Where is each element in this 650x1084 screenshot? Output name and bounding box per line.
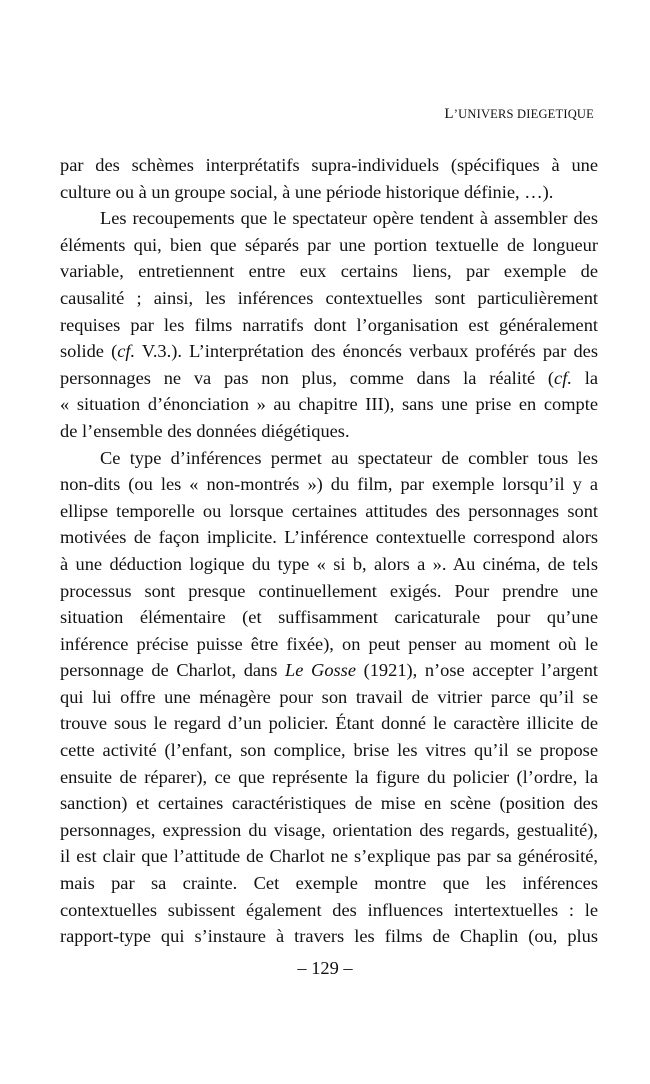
text-line: cette activité (l’enfant, son complice, brise les vitres qu’il se propose — [60, 740, 598, 761]
text-line: ellipse temporelle ou lorsque certaines attitudes des personnages sont — [60, 500, 598, 521]
text-line: personnages, expression du visage, orientation des regards, gestualité), — [60, 819, 598, 840]
text-line: variable, entretiennent entre eux certains liens, par exemple de — [60, 261, 598, 282]
text-segment: personnages ne va pas non plus, comme dans la réalité ( — [60, 367, 555, 388]
text-line: « situation d’énonciation » au chapitre III), sans une prise en compte — [60, 394, 598, 415]
paragraph-start-line: Les recoupements que le spectateur opère tendent à assembler des — [100, 208, 598, 229]
text-line: à une déduction logique du type « si b, alors a ». Au cinéma, de tels — [60, 553, 598, 574]
text-line: processus sont presque continuellement exigés. Pour prendre une — [60, 580, 598, 601]
text-line: requises par les films narratifs dont l’organisation est généralement — [60, 314, 598, 335]
text-line: ensuite de réparer), ce que représente la figure du policier (l’ordre, la — [60, 766, 598, 787]
text-line: qui lui offre une ménagère pour son travail de vitrier parce qu’il se — [60, 686, 598, 707]
page-number: – 129 – — [297, 958, 353, 978]
text-line: situation élémentaire (et suffisamment caricaturale pour qu’une — [60, 607, 598, 628]
text-line: mais par sa crainte. Cet exemple montre que les inférences — [60, 873, 598, 894]
text-line: éléments qui, bien que séparés par une portion textuelle de longueur — [60, 234, 598, 255]
body-text — [60, 152, 598, 950]
running-head-text: ’UNIVERS DIEGETIQUE — [453, 107, 594, 121]
text-line: contextuelles subissent également des influences intertextuelles : le — [60, 899, 598, 920]
text-line: de l’ensemble des données diégétiques. — [60, 420, 350, 441]
running-head — [444, 106, 594, 123]
italic-abbrev: cf. — [117, 341, 136, 362]
text-line: par des schèmes interprétatifs supra-individuels (spécifiques à une — [60, 155, 598, 175]
text-line: culture ou à un groupe social, à une période historique définie, …). — [60, 181, 554, 202]
running-head-initial: L — [444, 106, 454, 122]
text-segment: (1921), n’ose accepter l’argent — [356, 660, 599, 681]
text-line: sanction) et certaines caractéristiques de mise en scène (position des — [60, 793, 598, 814]
italic-abbrev: cf. — [554, 367, 572, 388]
text-line: causalité ; ainsi, les inférences contextuelles sont particulièrement — [60, 287, 598, 308]
text-segment: V.3.). L’interprétation des énoncés verbaux proférés par des — [135, 341, 598, 362]
text-line: il est clair que l’attitude de Charlot ne s’explique pas par sa générosité, — [60, 846, 598, 867]
text-line: trouve sous le regard d’un policier. Étant donné le caractère illicite de — [60, 713, 598, 734]
text-line: motivées de façon implicite. L’inférence contextuelle correspond alors — [60, 527, 598, 548]
text-segment: personnage de Charlot, dans — [60, 660, 286, 681]
text-line: non-dits (ou les « non-montrés ») du film, par exemple lorsqu’il y a — [60, 474, 598, 495]
text-line: inférence précise puisse être fixée), on peut penser au moment où le — [60, 633, 598, 654]
text-segment: la — [571, 367, 598, 388]
text-line — [60, 338, 598, 365]
text-line: rapport-type qui s’instaure à travers les films de Chaplin (ou, plus — [60, 926, 598, 947]
paragraph-start-line: Ce type d’inférences permet au spectateur de combler tous les — [100, 447, 598, 468]
text-line — [60, 365, 598, 392]
text-segment: solide ( — [60, 341, 118, 362]
text-line — [60, 657, 598, 684]
film-title: Le Gosse — [285, 660, 356, 681]
